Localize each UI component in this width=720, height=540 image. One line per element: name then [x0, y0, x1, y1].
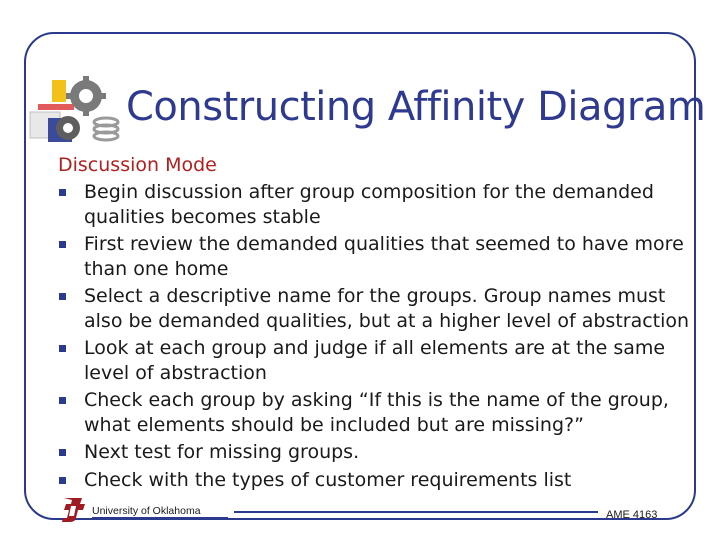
footer-divider: [92, 517, 228, 519]
bullet-text: Check each group by asking “If this is the name of the group, what elements should be included but are missing?”: [84, 389, 669, 436]
footer-university: University of Oklahoma: [92, 505, 201, 517]
bullet-item: [56, 388, 696, 437]
slide-subtitle: Discussion Mode: [58, 154, 217, 176]
slide-title: Constructing Affinity Diagram: [126, 84, 706, 130]
square-bullet-icon: [59, 477, 66, 484]
bullet-item: [56, 468, 696, 493]
bullet-list: [56, 180, 696, 495]
square-bullet-icon: [59, 397, 66, 404]
ou-logo-icon: [58, 494, 88, 524]
bullet-text: Check with the types of customer requirements list: [84, 468, 572, 491]
bullet-text: Look at each group and judge if all elements are at the same level of abstraction: [84, 337, 666, 384]
bullet-item: [56, 440, 696, 465]
footer-divider: [234, 511, 598, 513]
bullet-item: [56, 284, 696, 333]
bullet-text: Select a descriptive name for the groups. Group names must also be demanded qualities, but at a higher level of abstraction: [84, 285, 690, 332]
square-bullet-icon: [59, 293, 66, 300]
square-bullet-icon: [59, 241, 66, 248]
bullet-text: Begin discussion after group composition for the demanded qualities becomes stable: [84, 181, 654, 228]
gears-logo: [28, 74, 124, 150]
bullet-item: [56, 232, 696, 281]
bullet-item: [56, 180, 696, 229]
square-bullet-icon: [59, 449, 66, 456]
footer-course: AME 4163: [606, 509, 658, 521]
square-bullet-icon: [59, 189, 66, 196]
bullet-item: [56, 336, 696, 385]
bullet-text: Next test for missing groups.: [84, 441, 360, 463]
bullet-text: First review the demanded qualities that seemed to have more than one home: [84, 233, 684, 280]
square-bullet-icon: [59, 345, 66, 352]
